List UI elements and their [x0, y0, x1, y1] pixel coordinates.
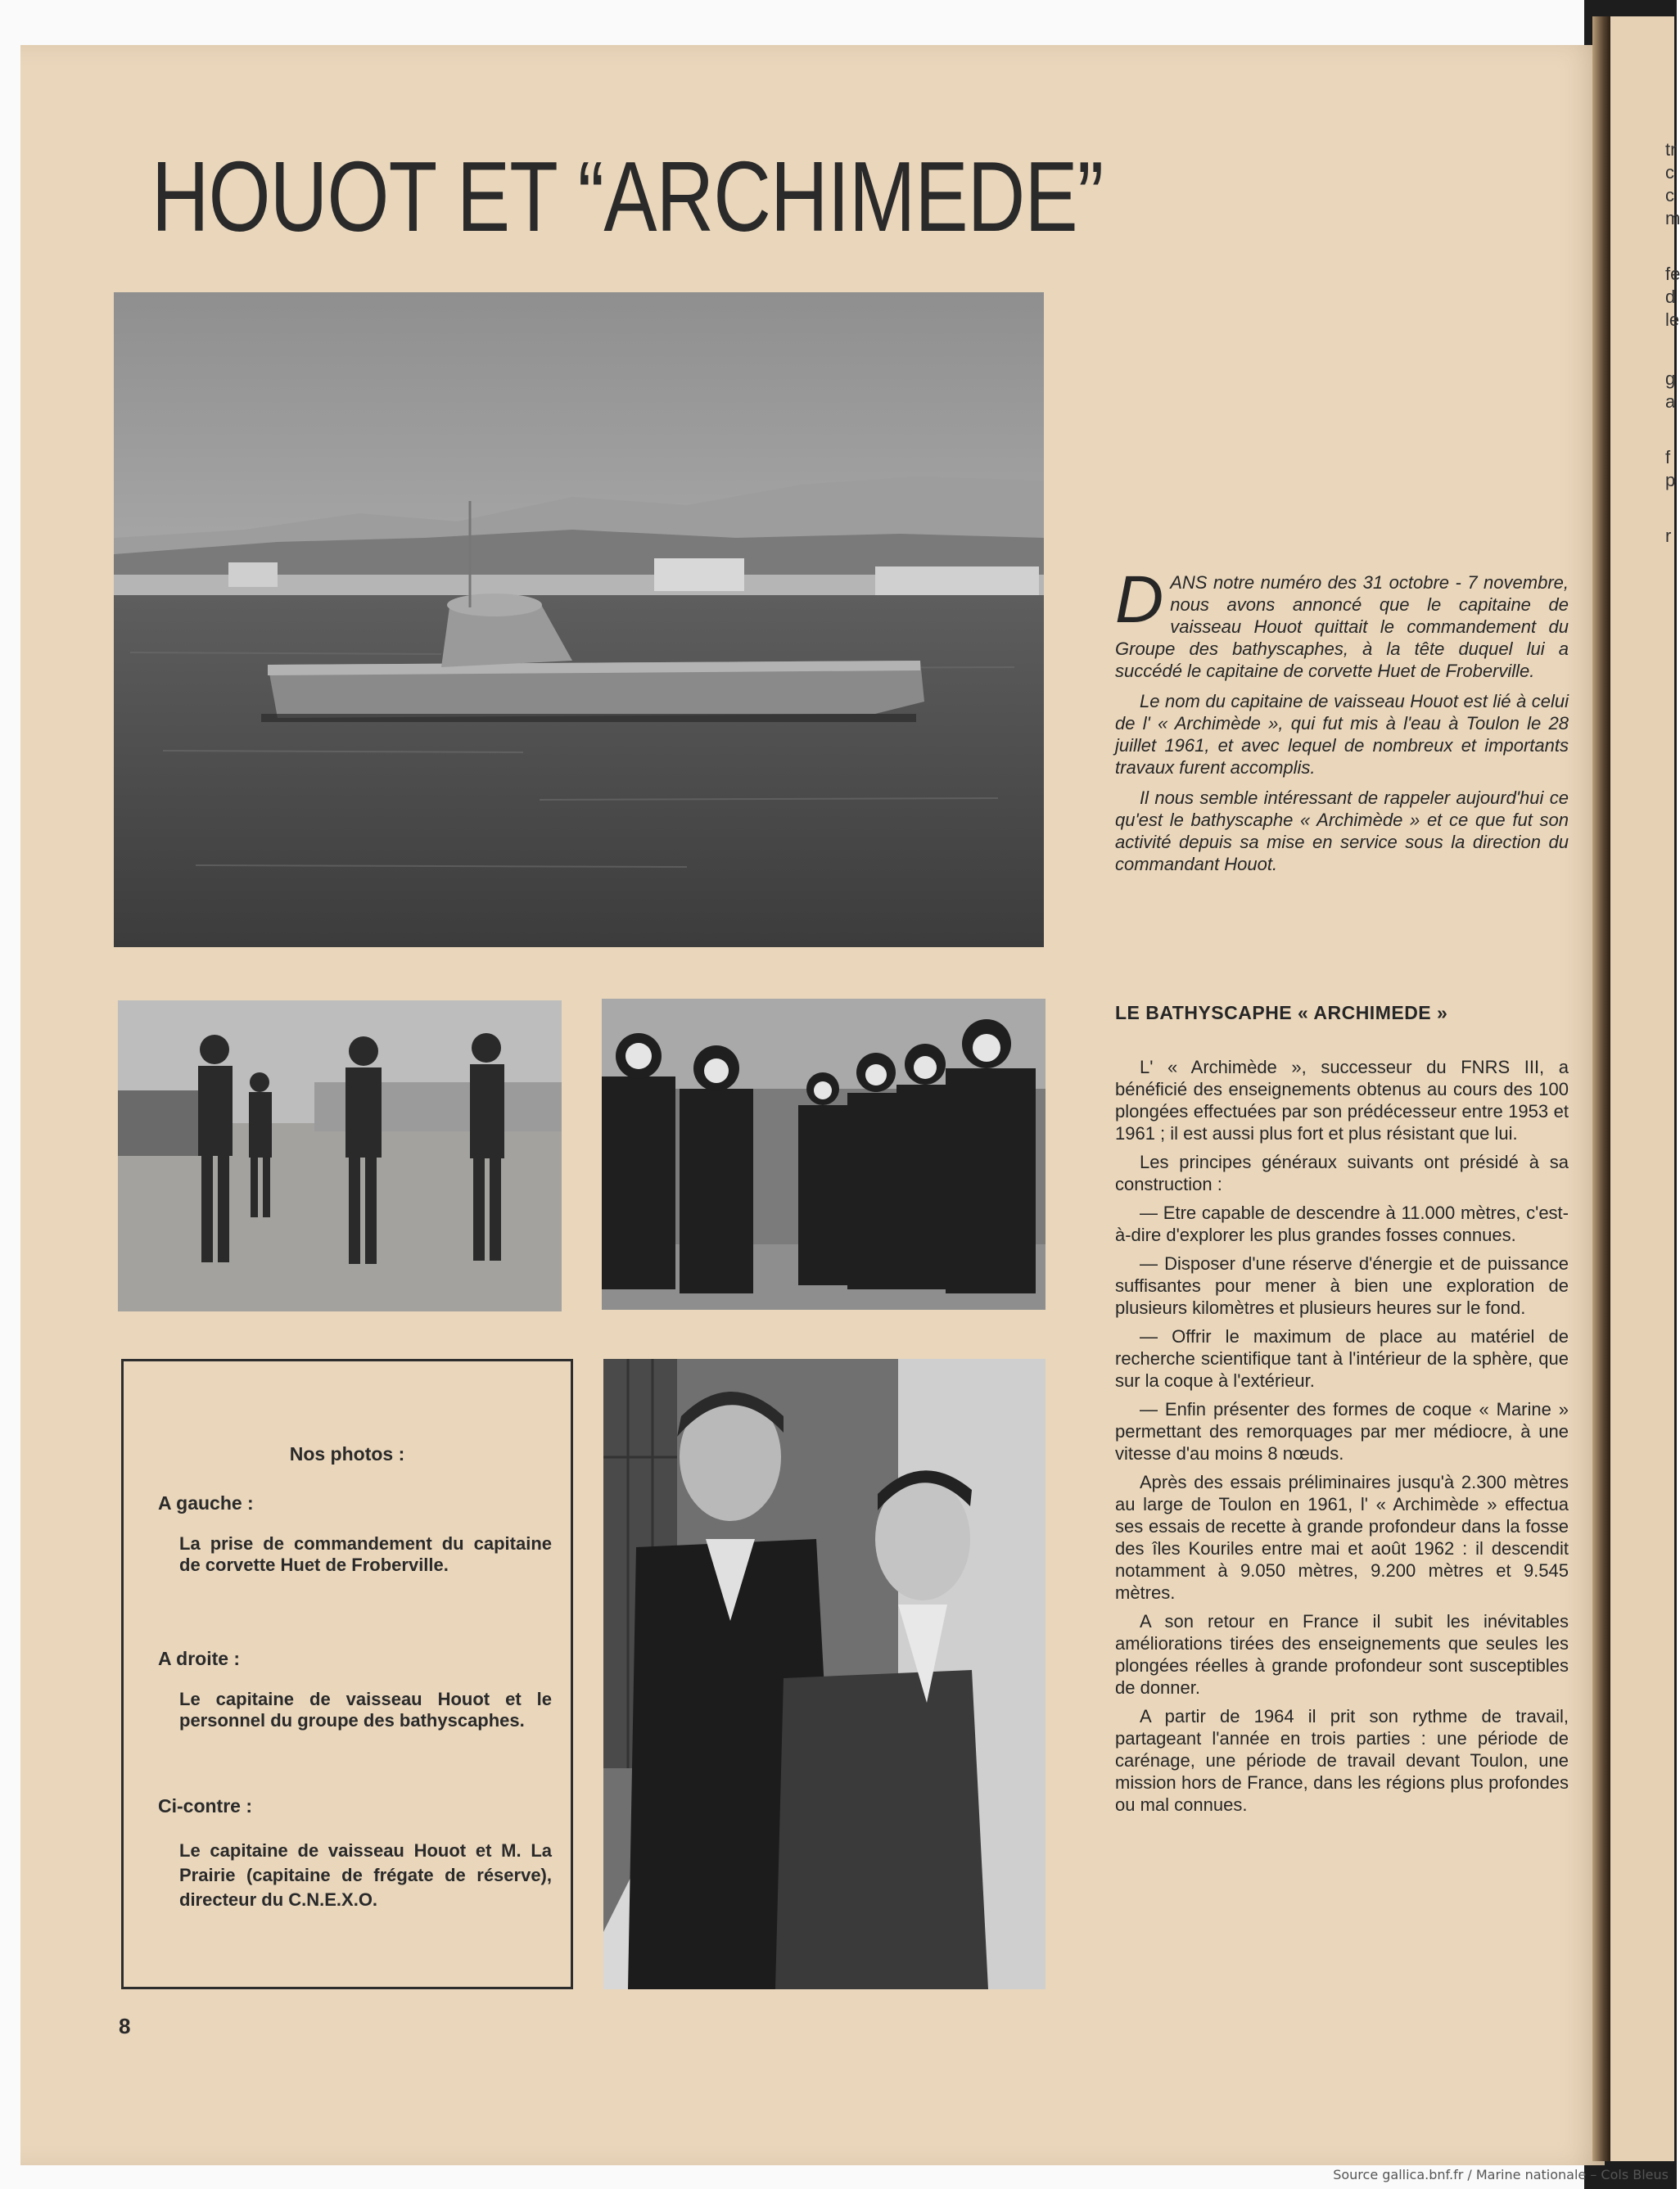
facing-page-fragment: tr: [1665, 139, 1677, 160]
body-paragraph: Les principes généraux suivants ont présidé à sa construction :: [1115, 1152, 1569, 1194]
facing-page-fragment: g: [1665, 368, 1676, 389]
facing-page-fragment: p: [1665, 470, 1676, 490]
page-spine: [1592, 16, 1610, 2161]
article-body: [1115, 1056, 1569, 1822]
body-paragraph: — Offrir le maximum de place au matériel de recherche scientifique tant à l'intérieur de la sphère, que sur la coque à l'extérieur.: [1115, 1326, 1569, 1391]
drop-cap: D: [1115, 562, 1164, 637]
body-paragraph: Après des essais préliminaires jusqu'à 2.300 mètres au large de Toulon en 1961, l' « Archimède » effectua ses essais de recette à grande profondeur dans la fosse des îles Kouriles entre mai et août 1962 : il descendit notamment à 9.050 mètres, 9.200 mètres et 9.545 mètres.: [1115, 1472, 1569, 1603]
photo-bathyscaphe-crew: [602, 999, 1045, 1310]
article-title: HOUOT ET “ARCHIMEDE”: [151, 141, 1104, 252]
facing-page-fragment: m: [1665, 208, 1680, 228]
caption-right-label: A droite :: [158, 1648, 241, 1669]
intro-paragraph-text: ANS notre numéro des 31 octobre - 7 novembre, nous avons annoncé que le capitaine de vaisseau Houot quittait le commandement du Groupe des bathyscaphes, à la tête duquel lui a succédé le capitaine de corvette Huet de Froberville.: [1115, 572, 1569, 681]
body-paragraph: A son retour en France il subit les inévitables améliorations tirées des enseignements que seules les plongées réelles à grande profondeur sont susceptibles de donner.: [1115, 1611, 1569, 1698]
facing-page-fragment: d: [1665, 287, 1676, 307]
photo-change-of-command: [118, 1000, 562, 1311]
crew-illustration: [602, 999, 1045, 1310]
section-heading: LE BATHYSCAPHE « ARCHIMEDE »: [1115, 1002, 1448, 1023]
facing-page-fragment: r: [1665, 526, 1672, 546]
bathyscaphe-illustration: [114, 292, 1044, 947]
intro-paragraph: Le nom du capitaine de vaisseau Houot est lié à celui de l' « Archimède », qui fut mis à l'eau à Toulon le 28 juillet 1961, et avec lequel de nombreux et importants travaux furent accomplis.: [1115, 691, 1569, 778]
caption-opposite-label: Ci-contre :: [158, 1795, 252, 1817]
photo-bathyscaphe-harbor: [114, 292, 1044, 947]
body-paragraph: A partir de 1964 il prit son rythme de travail, partageant l'année en trois parties : une période de carénage, une période de travail devant Toulon, une mission hors de France, dans les régions plus profondes ou mal connues.: [1115, 1706, 1569, 1815]
facing-page-fragment: c: [1665, 162, 1674, 183]
body-paragraph: — Disposer d'une réserve d'énergie et de puissance suffisantes pour mener à bien une exploration de plusieurs kilomètres et plusieurs heures sur le fond.: [1115, 1253, 1569, 1318]
intro-paragraph: Il nous semble intéressant de rappeler aujourd'hui ce qu'est le bathyscaphe « Archimède » et ce que fut son activité depuis sa mise en service sous la direction du commandant Houot.: [1115, 788, 1569, 874]
body-paragraph: — Etre capable de descendre à 11.000 mètres, c'est-à-dire d'explorer les plus grandes fosses connues.: [1115, 1203, 1569, 1245]
caption-right-text: Le capitaine de vaisseau Houot et le personnel du groupe des bathyscaphes.: [179, 1689, 552, 1731]
portrait-illustration: [603, 1359, 1045, 1989]
photo-captions-box: [121, 1359, 573, 1989]
body-paragraph: L' « Archimède », successeur du FNRS III, a bénéficié des enseignements obtenus au cours des 100 plongées effectuées par son prédécesseur entre 1953 et 1961 ; il est aussi plus fort et plus résistant que lui.: [1115, 1057, 1569, 1144]
facing-page-fragment: fe: [1665, 264, 1680, 284]
body-paragraph: — Enfin présenter des formes de coque « Marine » permettant des remorquages par mer médiocre, à une vitesse d'au moins 8 nœuds.: [1115, 1399, 1569, 1464]
caption-left-label: A gauche :: [158, 1492, 254, 1514]
ceremony-illustration: [118, 1000, 562, 1311]
caption-left-text: La prise de commandement du capitaine de corvette Huet de Froberville.: [179, 1533, 552, 1575]
intro-paragraph: [1115, 562, 1569, 682]
facing-page-fragment: f: [1665, 447, 1671, 467]
captions-title: Nos photos :: [289, 1443, 405, 1465]
facing-page-edge: [1609, 16, 1677, 2161]
caption-opposite-text: Le capitaine de vaisseau Houot et M. La Prairie (capitaine de frégate de réserve), directeur du C.N.E.X.O.: [179, 1840, 552, 1910]
page-number: 8: [119, 2014, 131, 2038]
photo-houot-la-prairie: [603, 1359, 1045, 1989]
article-intro: [1115, 562, 1569, 883]
facing-page-fragment: c: [1665, 185, 1674, 205]
facing-page-fragment: a: [1665, 391, 1676, 412]
facing-page-fragment: le: [1665, 309, 1680, 330]
source-credit: Source gallica.bnf.fr / Marine nationale – Cols Bleus: [1333, 2167, 1669, 2182]
